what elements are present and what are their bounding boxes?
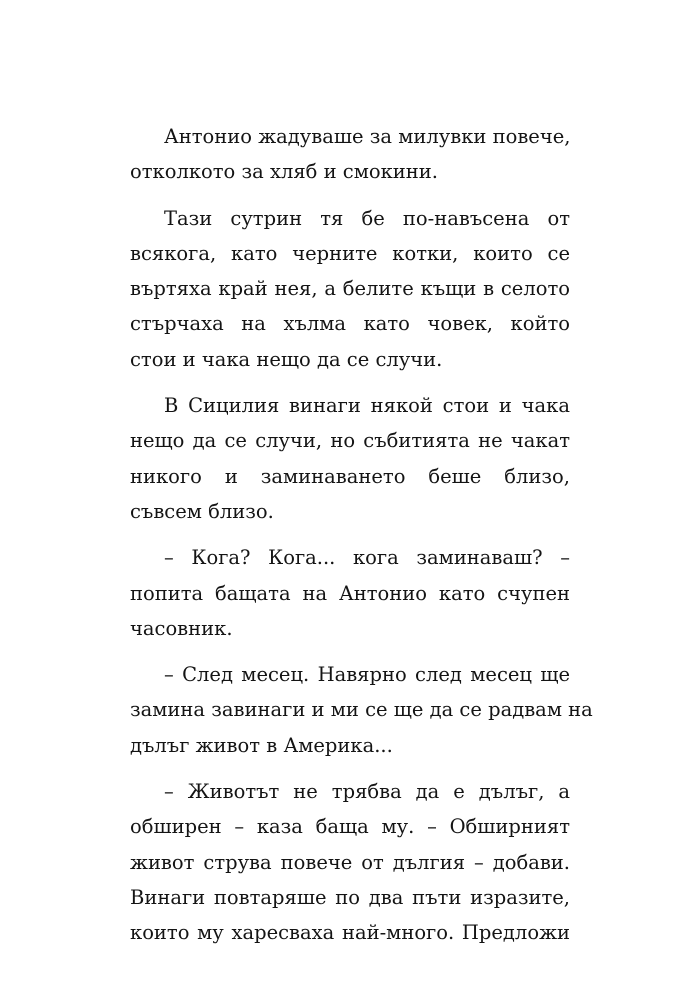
text-line: Антонио жадуваше за милувки повече, [164,125,571,148]
text-line: попита бащата на Антонио като счупен [130,581,570,605]
text-line: съвсем близо. [130,499,274,523]
text-line: В Сицилия винаги някой стои и чака [164,394,570,418]
paragraph-gap [130,529,570,540]
paragraph [130,201,570,377]
text-line: стърчаха на хълма като човек, който [130,312,570,336]
text-line: въртяха край нея, а белите къщи в селото [130,277,570,301]
text-line: Тази сутрин тя бе по-навъсена от [164,206,570,230]
text-line: – След месец. Навярно след месец ще [164,663,570,687]
text-line: Винаги повтаряше по два пъти изразите, [130,885,570,909]
text-line: живот струва повече от дългия – добави. [130,850,570,874]
text-line: обширен – каза баща му. – Обширният [130,815,570,839]
paragraph [130,774,570,950]
text-line: дълъг живот в Америка... [130,733,393,757]
body-text [130,119,593,951]
text-line: никого и заминаването беше близо, [130,464,570,488]
paragraph [130,388,570,529]
text-line: всякога, като черните котки, които се [130,241,570,265]
text-line: – Животът не трябва да е дълъг, а [164,780,570,804]
paragraph [130,657,593,763]
paragraph [130,119,570,190]
text-line: които му харесваха най-много. Предложи [130,921,570,945]
text-line: отколкото за хляб и смокини. [130,160,438,184]
text-line: стои и чака нещо да се случи. [130,347,443,371]
paragraph-gap [130,646,570,657]
paragraph-gap [130,190,570,201]
paragraph [130,540,570,646]
paragraph-gap [130,763,570,774]
text-line: – Кога? Кога... кога заминаваш? – [164,546,570,570]
paragraph-gap [130,377,570,388]
text-line: замина завинаги и ми се ще да се радвам на [130,698,593,722]
text-line: нещо да се случи, но събитията не чакат [130,429,570,453]
text-line: часовник. [130,616,233,640]
